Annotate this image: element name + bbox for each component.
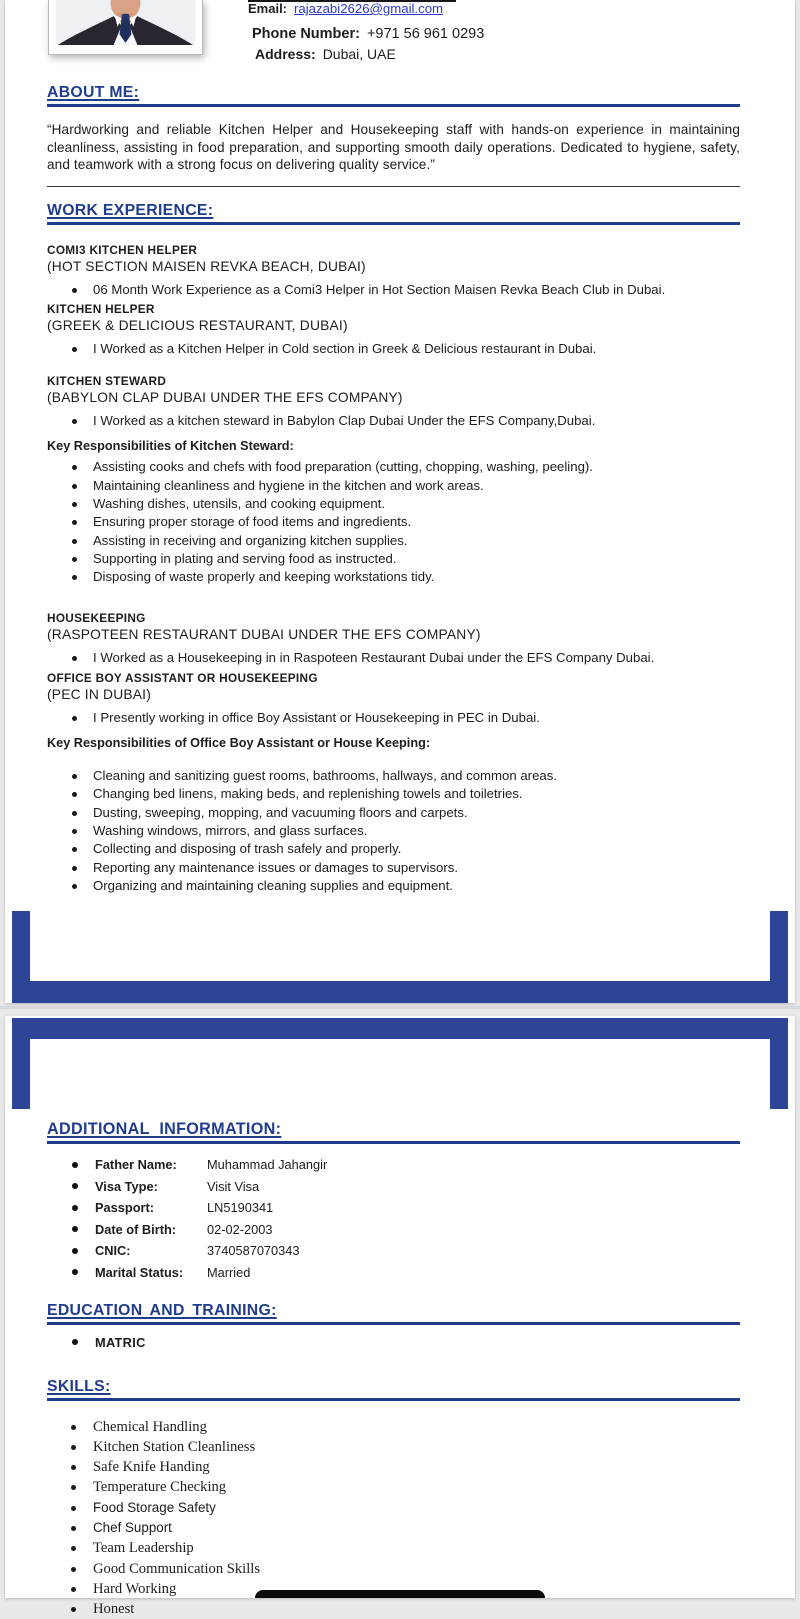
responsibility-item: Maintaining cleanliness and hygiene in the kitchen and work areas. bbox=[47, 477, 740, 495]
info-label: Father Name: bbox=[95, 1157, 207, 1172]
work-experience-list bbox=[47, 242, 740, 896]
skill-item: Temperature Checking bbox=[47, 1477, 740, 1497]
about-heading: ABOUT ME: bbox=[47, 84, 740, 107]
responsibilities-heading: Key Responsibilities of Office Boy Assistant or House Keeping: bbox=[47, 736, 740, 750]
info-value: Muhammad Jahangir bbox=[207, 1157, 327, 1172]
job-bullet: I Worked as a Housekeeping in in Raspoteen Restaurant Dubai under the EFS Company Dubai. bbox=[47, 649, 740, 667]
job-title: KITCHEN HELPER bbox=[47, 301, 740, 317]
bullet-dot bbox=[72, 1226, 78, 1232]
info-label: Date of Birth: bbox=[95, 1222, 207, 1237]
address-label: Address: bbox=[255, 46, 316, 62]
work-experience-heading: WORK EXPERIENCE: bbox=[47, 202, 740, 225]
responsibility-item: Dusting, sweeping, mopping, and vacuuming floors and carpets. bbox=[47, 804, 740, 822]
skill-item: Kitchen Station Cleanliness bbox=[47, 1437, 740, 1457]
job-title: OFFICE BOY ASSISTANT OR HOUSEKEEPING bbox=[47, 670, 740, 686]
skills-list bbox=[47, 1417, 740, 1619]
about-text: “Hardworking and reliable Kitchen Helper and Housekeeping staff with hands-on experience in maintaining cleanliness, assisting in food preparation, and supporting smooth daily operations. Dedicated to hygiene, safety, and teamwork with a strong focus on delivering quality service.” bbox=[47, 121, 740, 174]
responsibility-item: Collecting and disposing of trash safely and properly. bbox=[47, 840, 740, 858]
info-row bbox=[47, 1200, 740, 1215]
bullet-dot bbox=[72, 1269, 78, 1275]
job-location: (BABYLON CLAP DUBAI UNDER THE EFS COMPANY) bbox=[47, 389, 740, 407]
info-row bbox=[47, 1157, 740, 1172]
additional-information-list bbox=[47, 1157, 740, 1280]
job-bullet: 06 Month Work Experience as a Comi3 Helper in Hot Section Maisen Revka Beach Club in Dubai. bbox=[47, 281, 740, 299]
info-row bbox=[47, 1265, 740, 1280]
info-row bbox=[47, 1222, 740, 1237]
section-divider bbox=[47, 186, 740, 187]
skill-item: Safe Knife Handing bbox=[47, 1457, 740, 1477]
responsibility-item: Disposing of waste properly and keeping workstations tidy. bbox=[47, 568, 740, 586]
info-label: Marital Status: bbox=[95, 1265, 207, 1280]
info-row bbox=[47, 1243, 740, 1258]
email-label: Email: bbox=[248, 1, 287, 16]
bullet-dot bbox=[72, 1248, 78, 1254]
skill-item: Chef Support bbox=[47, 1518, 740, 1538]
phone-label: Phone Number: bbox=[252, 26, 360, 42]
responsibility-item: Supporting in plating and serving food as instructed. bbox=[47, 550, 740, 568]
responsibilities-list bbox=[47, 458, 740, 586]
additional-information-heading: ADDITIONAL INFORMATION: bbox=[47, 1120, 740, 1144]
email-link[interactable]: rajazabi2626@gmail.com bbox=[294, 1, 443, 16]
job-title: HOUSEKEEPING bbox=[47, 610, 740, 626]
address-value: Dubai, UAE bbox=[323, 46, 396, 62]
page-gap-divider bbox=[0, 1006, 800, 1009]
info-value: 02-02-2003 bbox=[207, 1222, 272, 1237]
responsibility-item: Changing bed linens, making beds, and replenishing towels and toiletries. bbox=[47, 785, 740, 803]
info-label: Visa Type: bbox=[95, 1179, 207, 1194]
bullet-dot bbox=[72, 1183, 78, 1189]
education-list bbox=[47, 1335, 740, 1350]
info-value: Visit Visa bbox=[207, 1179, 259, 1194]
responsibility-item: Organizing and maintaining cleaning supplies and equipment. bbox=[47, 877, 740, 895]
frame-bar-bottom bbox=[12, 981, 788, 1003]
info-value: Married bbox=[207, 1265, 250, 1280]
skills-heading: SKILLS: bbox=[47, 1378, 740, 1401]
job-bullet-list bbox=[47, 709, 740, 727]
work-entry bbox=[47, 610, 740, 667]
skill-item: Team Leadership bbox=[47, 1538, 740, 1558]
work-entry bbox=[47, 373, 740, 586]
info-value: LN5190341 bbox=[207, 1200, 273, 1215]
work-entry bbox=[47, 301, 740, 358]
responsibility-item: Washing windows, mirrors, and glass surfaces. bbox=[47, 822, 740, 840]
responsibility-item: Cleaning and sanitizing guest rooms, bathrooms, hallways, and common areas. bbox=[47, 767, 740, 785]
info-label: Passport: bbox=[95, 1200, 207, 1215]
job-location: (HOT SECTION MAISEN REVKA BEACH, DUBAI) bbox=[47, 258, 740, 276]
info-label: CNIC: bbox=[95, 1243, 207, 1258]
bullet-dot bbox=[72, 1162, 78, 1168]
responsibility-item: Reporting any maintenance issues or damages to supervisors. bbox=[47, 859, 740, 877]
job-bullet-list bbox=[47, 649, 740, 667]
responsibilities-heading: Key Responsibilities of Kitchen Steward: bbox=[47, 439, 740, 453]
job-bullet-list bbox=[47, 340, 740, 358]
skill-item: Honest bbox=[47, 1599, 740, 1619]
job-title: COMI3 KITCHEN HELPER bbox=[47, 242, 740, 258]
resume-page-2 bbox=[5, 1016, 795, 1598]
job-bullet-list bbox=[47, 281, 740, 299]
phone-value: +971 56 961 0293 bbox=[367, 26, 484, 42]
info-value: 3740587070343 bbox=[207, 1243, 300, 1258]
bullet-dot bbox=[72, 1205, 78, 1211]
education-heading: EDUCATION AND TRAINING: bbox=[47, 1302, 740, 1325]
education-item bbox=[47, 1335, 740, 1350]
responsibility-item: Assisting in receiving and organizing kitchen supplies. bbox=[47, 532, 740, 550]
skill-item: Food Storage Safety bbox=[47, 1498, 740, 1518]
work-entry bbox=[47, 670, 740, 895]
responsibilities-list bbox=[47, 767, 740, 895]
bottom-bar-partial[interactable] bbox=[255, 1590, 545, 1598]
info-row bbox=[47, 1179, 740, 1194]
work-entry bbox=[47, 242, 740, 299]
skill-item: Hard Working bbox=[47, 1579, 740, 1599]
skill-item: Chemical Handling bbox=[47, 1417, 740, 1437]
page2-content bbox=[5, 1016, 795, 1619]
bullet-dot bbox=[72, 1339, 78, 1345]
resume-page-1 bbox=[5, 0, 795, 1003]
page1-content bbox=[5, 0, 795, 895]
job-bullet-list bbox=[47, 412, 740, 430]
skill-item: Good Communication Skills bbox=[47, 1559, 740, 1579]
education-label: MATRIC bbox=[95, 1335, 146, 1350]
job-location: (RASPOTEEN RESTAURANT DUBAI UNDER THE EFS COMPANY) bbox=[47, 626, 740, 644]
job-bullet: I Worked as a Kitchen Helper in Cold section in Greek & Delicious restaurant in Dubai. bbox=[47, 340, 740, 358]
job-bullet: I Presently working in office Boy Assistant or Housekeeping in PEC in Dubai. bbox=[47, 709, 740, 727]
responsibility-item: Washing dishes, utensils, and cooking equipment. bbox=[47, 495, 740, 513]
responsibility-item: Ensuring proper storage of food items and ingredients. bbox=[47, 513, 740, 531]
responsibility-item: Assisting cooks and chefs with food preparation (cutting, chopping, washing, peeling). bbox=[47, 458, 740, 476]
job-location: (GREEK & DELICIOUS RESTAURANT, DUBAI) bbox=[47, 317, 740, 335]
job-bullet: I Worked as a kitchen steward in Babylon Clap Dubai Under the EFS Company,Dubai. bbox=[47, 412, 740, 430]
job-title: KITCHEN STEWARD bbox=[47, 373, 740, 389]
job-location: (PEC IN DUBAI) bbox=[47, 686, 740, 704]
